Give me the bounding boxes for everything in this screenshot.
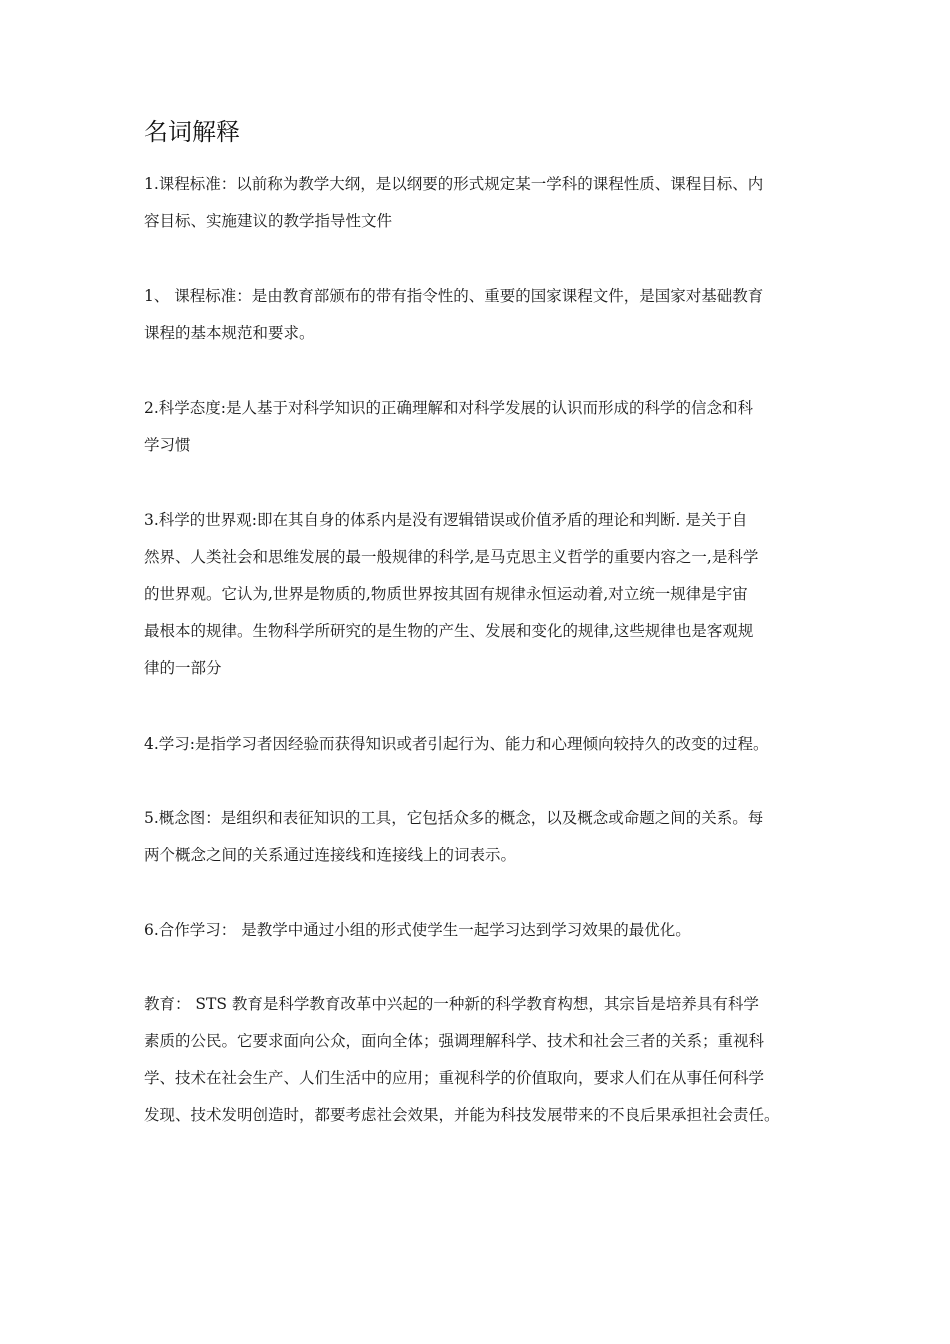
paragraph-line: 两个概念之间的关系通过连接线和连接线上的词表示。 — [144, 846, 517, 864]
paragraph-line: 5.概念图：是组织和表征知识的工具，它包括众多的概念，以及概念或命题之间的关系。每 — [144, 809, 764, 827]
paragraph-line: 教育： STS 教育是科学教育改革中兴起的一种新的科学教育构想，其宗旨是培养具有科学 — [144, 995, 759, 1013]
paragraph-line: 律的一部分 — [144, 659, 222, 677]
paragraph-line: 素质的公民。它要求面向公众，面向全体；强调理解科学、技术和社会三者的关系；重视科 — [144, 1032, 765, 1050]
paragraph-line: 4.学习:是指学习者因经验而获得知识或者引起行为、能力和心理倾向较持久的改变的过程。 — [144, 735, 769, 753]
paragraph-line: 学、技术在社会生产、人们生活中的应用；重视科学的价值取向，要求人们在从事任何科学 — [144, 1069, 765, 1087]
paragraph-line: 发现、技术发明创造时，都要考虑社会效果，并能为科技发展带来的不良后果承担社会责任。 — [144, 1106, 780, 1124]
definition-paragraph-learning — [144, 726, 812, 763]
paragraph-line: 最根本的规律。生物科学所研究的是生物的产生、发展和变化的规律,这些规律也是客观规 — [144, 622, 754, 640]
paragraph-line: 然界、人类社会和思维发展的最一般规律的科学,是马克思主义哲学的重要内容之一,是科学 — [144, 548, 759, 566]
paragraph-line: 3.科学的世界观:即在其自身的体系内是没有逻辑错误或价值矛盾的理论和判断. 是关于自 — [144, 511, 748, 529]
paragraph-line: 容目标、实施建议的教学指导性文件 — [144, 212, 393, 230]
paragraph-line: 1、 课程标准：是由教育部颁布的带有指令性的、重要的国家课程文件，是国家对基础教育 — [144, 287, 764, 305]
definition-paragraph-curriculum-standard-1 — [144, 166, 812, 240]
definition-paragraph-scientific-attitude — [144, 390, 812, 464]
definition-paragraph-scientific-worldview — [144, 502, 812, 687]
paragraph-line: 2.科学态度:是人基于对科学知识的正确理解和对科学发展的认识而形成的科学的信念和科 — [144, 399, 754, 417]
page-title: 名词解释 — [144, 118, 240, 146]
paragraph-line: 课程的基本规范和要求。 — [144, 324, 315, 342]
paragraph-line: 学习惯 — [144, 436, 191, 454]
definition-paragraph-cooperative-learning — [144, 912, 812, 949]
definition-paragraph-sts-education — [144, 986, 812, 1134]
definition-paragraph-concept-map — [144, 800, 812, 874]
paragraph-line: 1.课程标准：以前称为教学大纲，是以纲要的形式规定某一学科的课程性质、课程目标、内 — [144, 175, 764, 193]
paragraph-line: 的世界观。它认为,世界是物质的,物质世界按其固有规律永恒运动着,对立统一规律是宇宙 — [144, 585, 748, 603]
paragraph-line: 6.合作学习： 是教学中通过小组的形式使学生一起学习达到学习效果的最优化。 — [144, 921, 691, 939]
definition-paragraph-curriculum-standard-2 — [144, 278, 812, 352]
